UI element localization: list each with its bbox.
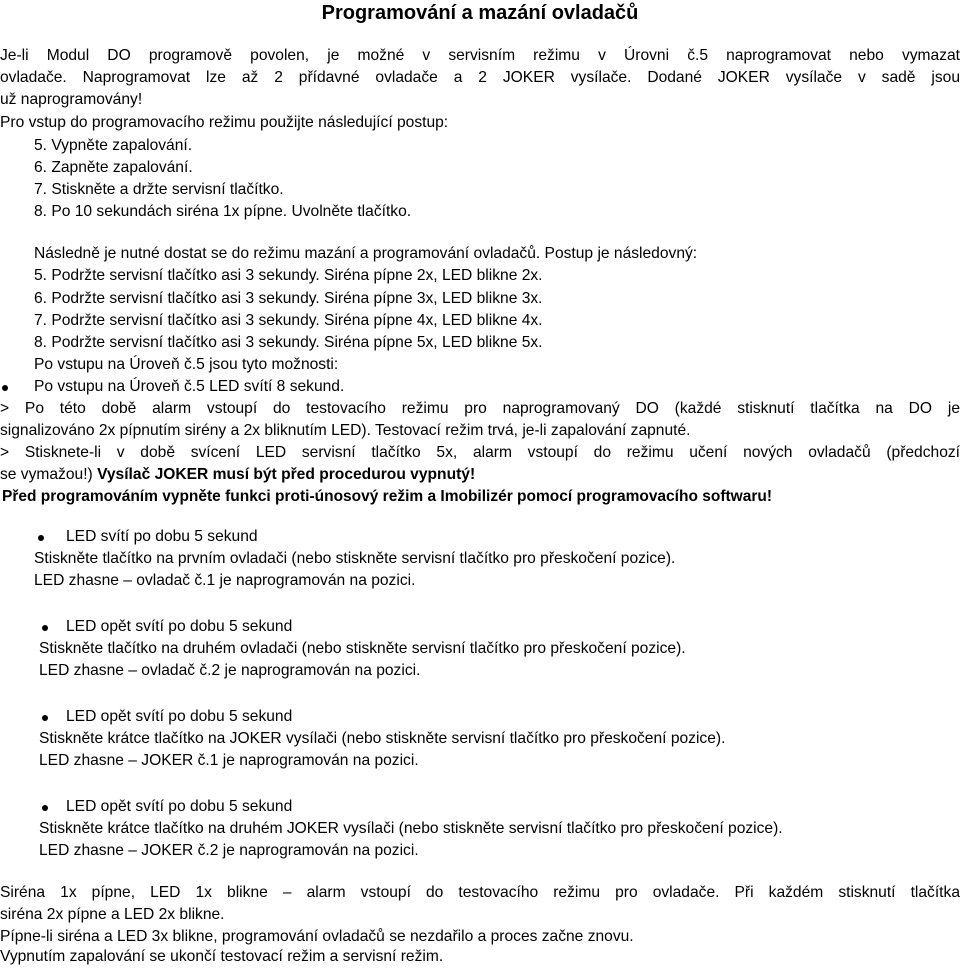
intro-line: už naprogramovány! <box>0 91 143 108</box>
block-action: Stiskněte krátce tlačítko na druhém JOKER vysílači (nebo stiskněte servisní tlačítko pro přeskočení pozice). <box>39 820 783 837</box>
test-mode-line: signalizováno 2x pípnutím sirény a 2x bliknutím LED). Testovací režim trvá, je-li zapalování zapnuté. <box>0 422 691 439</box>
bullet-icon <box>2 385 8 391</box>
level-bullet: Po vstupu na Úroveň č.5 LED svítí 8 sekund. <box>34 378 345 395</box>
list-item: 6. Podržte servisní tlačítko asi 3 sekundy. Siréna pípne 3x, LED blikne 3x. <box>34 290 543 307</box>
intro-line: ovladače. Naprogramovat lze až 2 přídavné ovladače a 2 JOKER vysílače. Dodané JOKER vysílače v sadě jsou <box>0 69 960 86</box>
list-item: 5. Podržte servisní tlačítko asi 3 sekundy. Siréna pípne 2x, LED blikne 2x. <box>34 267 543 284</box>
list-item: 6. Zapněte zapalování. <box>34 159 193 176</box>
block-bullet-text: LED opět svítí po dobu 5 sekund <box>66 708 293 725</box>
outro-line: Pípne-li siréna a LED 3x blikne, programování ovladačů se nezdařilo a proces začne znovu. <box>0 928 634 945</box>
learn-mode-line: > Stisknete-li v době svícení LED servisní tlačítko 5x, alarm vstoupí do režimu učení nových ovladačů (předchozí <box>0 444 960 461</box>
intro-line: Pro vstup do programovacího režimu použijte následující postup: <box>0 114 449 131</box>
bullet-icon <box>42 715 48 721</box>
block-action: Stiskněte tlačítko na prvním ovladači (nebo stiskněte servisní tlačítko pro přeskočení pozice). <box>34 550 676 567</box>
list-item: 5. Vypněte zapalování. <box>34 137 193 154</box>
level-options: Po vstupu na Úroveň č.5 jsou tyto možnosti: <box>34 356 339 373</box>
warning-text: Před programováním vypněte funkci proti-únosový režim a Imobilizér pomocí programovacího softwaru! <box>2 488 772 505</box>
joker-warning: Vysílač JOKER musí být před procedurou vypnutý! <box>97 466 476 483</box>
block-result: LED zhasne – ovladač č.1 je naprogramován na pozici. <box>34 572 416 589</box>
bullet-icon <box>42 805 48 811</box>
block-bullet-text: LED opět svítí po dobu 5 sekund <box>66 798 293 815</box>
learn-mode-line <box>0 465 475 485</box>
block-action: Stiskněte tlačítko na druhém ovladači (nebo stiskněte servisní tlačítko pro přeskočení pozice). <box>39 640 686 657</box>
outro-line: siréna 2x pípne a LED 2x blikne. <box>0 906 225 923</box>
intro-line: Je-li Modul DO programově povolen, je možné v servisním režimu v Úrovni č.5 naprogramovat nebo vymazat <box>0 47 960 64</box>
outro-line: Siréna 1x pípne, LED 1x blikne – alarm vstoupí do testovacího režimu pro ovladače. Při každém stisknutí tlačítka <box>0 884 960 901</box>
list-item: 8. Po 10 sekundách siréna 1x pípne. Uvolněte tlačítko. <box>34 203 412 220</box>
block-result: LED zhasne – JOKER č.1 je naprogramován na pozici. <box>39 752 419 769</box>
bullet-icon <box>38 535 44 541</box>
block-result: LED zhasne – JOKER č.2 je naprogramován na pozici. <box>39 842 419 859</box>
list-item: 8. Podržte servisní tlačítko asi 3 sekundy. Siréna pípne 5x, LED blikne 5x. <box>34 334 543 351</box>
test-mode-line: > Po této době alarm vstoupí do testovacího režimu pro naprogramovaný DO (každé stisknutí tlačítka na DO je <box>0 400 960 417</box>
bullet-icon <box>42 625 48 631</box>
page-title: Programování a mazání ovladačů <box>321 2 639 24</box>
block-action: Stiskněte krátce tlačítko na JOKER vysílači (nebo stiskněte servisní tlačítko pro přeskočení pozice). <box>39 730 726 747</box>
list-item: 7. Podržte servisní tlačítko asi 3 sekundy. Siréna pípne 4x, LED blikne 4x. <box>34 312 543 329</box>
mode-intro: Následně je nutné dostat se do režimu mazání a programování ovladačů. Postup je následovný: <box>34 245 698 262</box>
block-bullet-text: LED opět svítí po dobu 5 sekund <box>66 618 293 635</box>
list-item: 7. Stiskněte a držte servisní tlačítko. <box>34 181 284 198</box>
outro-line: Vypnutím zapalování se ukončí testovací režim a servisní režim. <box>0 948 444 965</box>
block-result: LED zhasne – ovladač č.2 je naprogramován na pozici. <box>39 662 421 679</box>
block-bullet-text: LED svítí po dobu 5 sekund <box>66 528 258 545</box>
learn-mode-text: se vymažou!) <box>0 466 98 483</box>
